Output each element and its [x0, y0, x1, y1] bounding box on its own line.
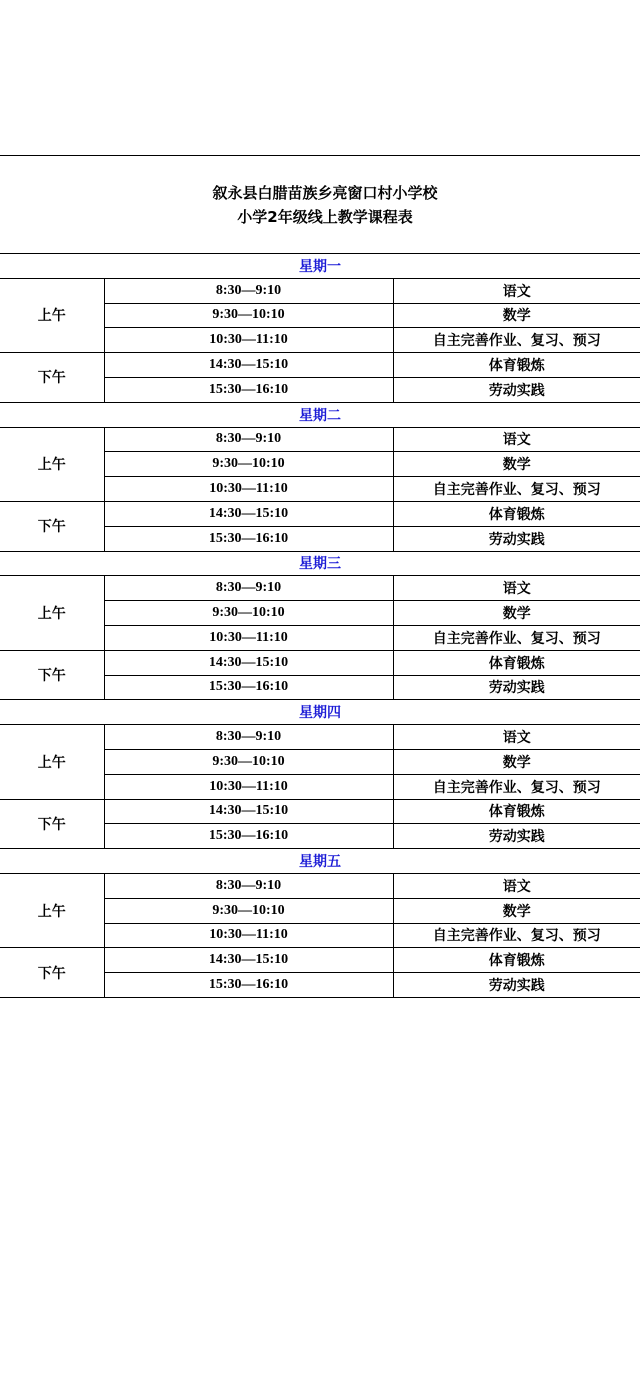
subject-cell: 数学 — [393, 601, 640, 626]
time-cell: 8:30—9:10 — [104, 725, 393, 750]
schedule-row — [0, 353, 640, 378]
document-title-block — [0, 156, 640, 254]
subject-cell: 语文 — [393, 278, 640, 303]
time-cell: 8:30—9:10 — [104, 427, 393, 452]
subject-cell: 自主完善作业、复习、预习 — [393, 328, 640, 353]
time-cell: 15:30—16:10 — [104, 526, 393, 551]
schedule-row — [0, 576, 640, 601]
schedule-sheet — [0, 155, 640, 998]
time-cell: 15:30—16:10 — [104, 377, 393, 402]
subject-cell: 自主完善作业、复习、预习 — [393, 774, 640, 799]
subject-cell: 数学 — [393, 749, 640, 774]
day-header: 星期四 — [0, 700, 640, 725]
time-cell: 15:30—16:10 — [104, 824, 393, 849]
schedule-row — [0, 650, 640, 675]
period-afternoon: 下午 — [0, 948, 104, 998]
period-afternoon: 下午 — [0, 353, 104, 403]
subject-cell: 数学 — [393, 303, 640, 328]
schedule-row — [0, 501, 640, 526]
period-morning: 上午 — [0, 278, 104, 352]
period-morning: 上午 — [0, 725, 104, 799]
time-cell: 10:30—11:10 — [104, 923, 393, 948]
time-cell: 14:30—15:10 — [104, 799, 393, 824]
time-cell: 8:30—9:10 — [104, 576, 393, 601]
subject-cell: 数学 — [393, 898, 640, 923]
time-cell: 9:30—10:10 — [104, 749, 393, 774]
schedule-row — [0, 873, 640, 898]
time-cell: 9:30—10:10 — [104, 303, 393, 328]
subject-cell: 自主完善作业、复习、预习 — [393, 923, 640, 948]
time-cell: 14:30—15:10 — [104, 650, 393, 675]
time-cell: 14:30—15:10 — [104, 353, 393, 378]
time-cell: 10:30—11:10 — [104, 774, 393, 799]
schedule-row — [0, 799, 640, 824]
subject-cell: 体育锻炼 — [393, 353, 640, 378]
day-header: 星期二 — [0, 402, 640, 427]
day-header: 星期一 — [0, 254, 640, 278]
period-afternoon: 下午 — [0, 799, 104, 849]
period-afternoon: 下午 — [0, 501, 104, 551]
period-afternoon: 下午 — [0, 650, 104, 700]
period-morning: 上午 — [0, 576, 104, 650]
subject-cell: 劳动实践 — [393, 526, 640, 551]
schedule-row — [0, 948, 640, 973]
schedule-row — [0, 278, 640, 303]
time-cell: 9:30—10:10 — [104, 898, 393, 923]
subject-cell: 体育锻炼 — [393, 948, 640, 973]
subject-cell: 劳动实践 — [393, 377, 640, 402]
subject-cell: 数学 — [393, 452, 640, 477]
period-morning: 上午 — [0, 427, 104, 501]
subject-cell: 体育锻炼 — [393, 799, 640, 824]
subject-cell: 劳动实践 — [393, 675, 640, 700]
time-cell: 8:30—9:10 — [104, 278, 393, 303]
schedule-table — [0, 254, 640, 998]
day-header: 星期五 — [0, 849, 640, 874]
time-cell: 14:30—15:10 — [104, 501, 393, 526]
subject-cell: 语文 — [393, 725, 640, 750]
time-cell: 14:30—15:10 — [104, 948, 393, 973]
time-cell: 10:30—11:10 — [104, 328, 393, 353]
schedule-title: 小学2年级线上教学课程表 — [237, 207, 413, 226]
subject-cell: 语文 — [393, 576, 640, 601]
time-cell: 15:30—16:10 — [104, 973, 393, 998]
school-name: 叙永县白腊苗族乡亮窗口村小学校 — [212, 183, 438, 202]
subject-cell: 语文 — [393, 873, 640, 898]
period-morning: 上午 — [0, 873, 104, 947]
time-cell: 10:30—11:10 — [104, 625, 393, 650]
subject-cell: 自主完善作业、复习、预习 — [393, 477, 640, 502]
subject-cell: 劳动实践 — [393, 973, 640, 998]
subject-cell: 体育锻炼 — [393, 650, 640, 675]
time-cell: 9:30—10:10 — [104, 601, 393, 626]
time-cell: 8:30—9:10 — [104, 873, 393, 898]
subject-cell: 体育锻炼 — [393, 501, 640, 526]
time-cell: 10:30—11:10 — [104, 477, 393, 502]
subject-cell: 语文 — [393, 427, 640, 452]
schedule-row — [0, 725, 640, 750]
day-header: 星期三 — [0, 551, 640, 576]
time-cell: 15:30—16:10 — [104, 675, 393, 700]
subject-cell: 劳动实践 — [393, 824, 640, 849]
subject-cell: 自主完善作业、复习、预习 — [393, 625, 640, 650]
time-cell: 9:30—10:10 — [104, 452, 393, 477]
schedule-row — [0, 427, 640, 452]
